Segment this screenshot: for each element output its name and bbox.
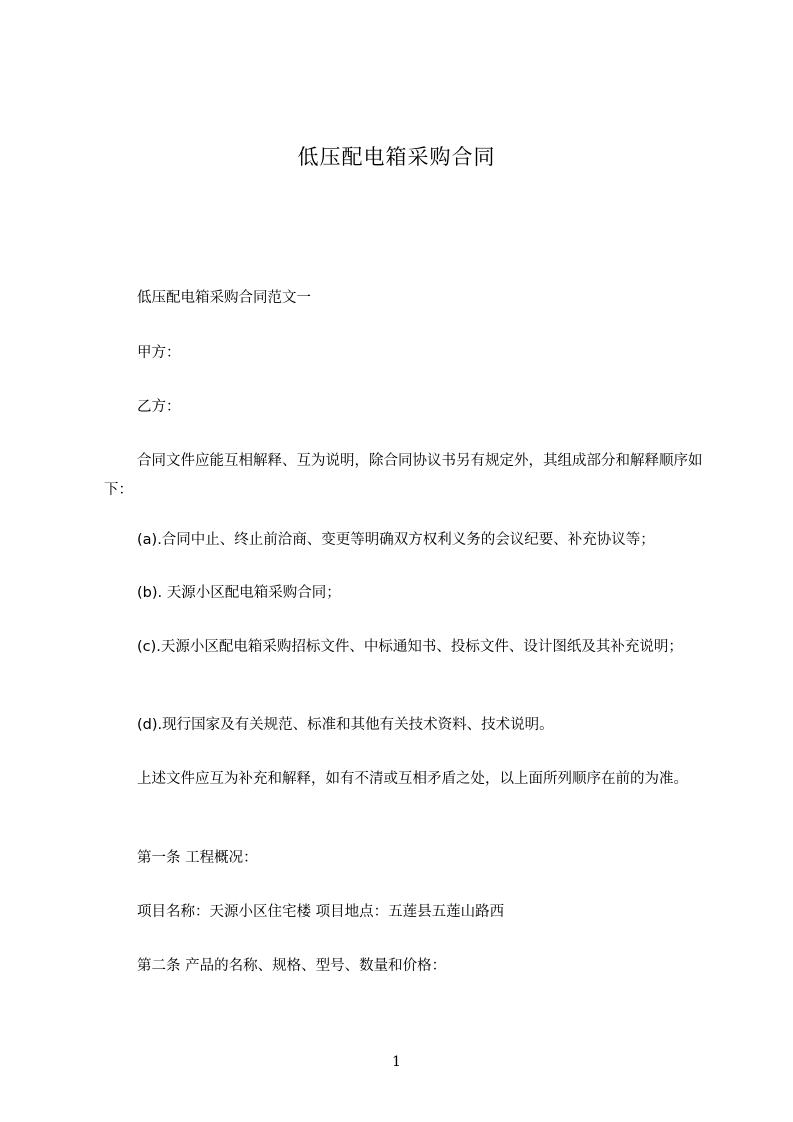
paragraph-article-2: 第二条 产品的名称、规格、型号、数量和价格： — [137, 958, 447, 974]
paragraph-article-1: 第一条 工程概况： — [137, 850, 258, 866]
paragraph-item-b: (b). 天源小区配电箱采购合同； — [137, 585, 341, 601]
page-title: 低压配电箱采购合同 — [297, 145, 496, 169]
paragraph-item-d: (d).现行国家及有关规范、标准和其他有关技术资料、技术说明。 — [137, 717, 554, 733]
paragraph-interpretation-order: 合同文件应能互相解释、互为说明，除合同协议书另有规定外，其组成部分和解释顺序如下： — [104, 453, 703, 498]
paragraph-party-b: 乙方： — [137, 399, 181, 415]
paragraph-item-a: (a).合同中止、终止前洽商、变更等明确双方权利义务的会议纪要、补充协议等； — [137, 532, 655, 548]
paragraph-party-a: 甲方： — [137, 345, 181, 361]
paragraph-project-info: 项目名称：天源小区住宅楼 项目地点：五莲县五莲山路西 — [137, 904, 505, 920]
page-number: 1 — [392, 1054, 401, 1070]
paragraph-supplement: 上述文件应互为补充和解释，如有不清或互相矛盾之处，以上面所列顺序在前的为准。 — [137, 771, 688, 787]
paragraph-contract-sample: 低压配电箱采购合同范文一 — [137, 290, 311, 306]
paragraph-item-c: (c).天源小区配电箱采购招标文件、中标通知书、投标文件、设计图纸及其补充说明； — [137, 639, 683, 655]
